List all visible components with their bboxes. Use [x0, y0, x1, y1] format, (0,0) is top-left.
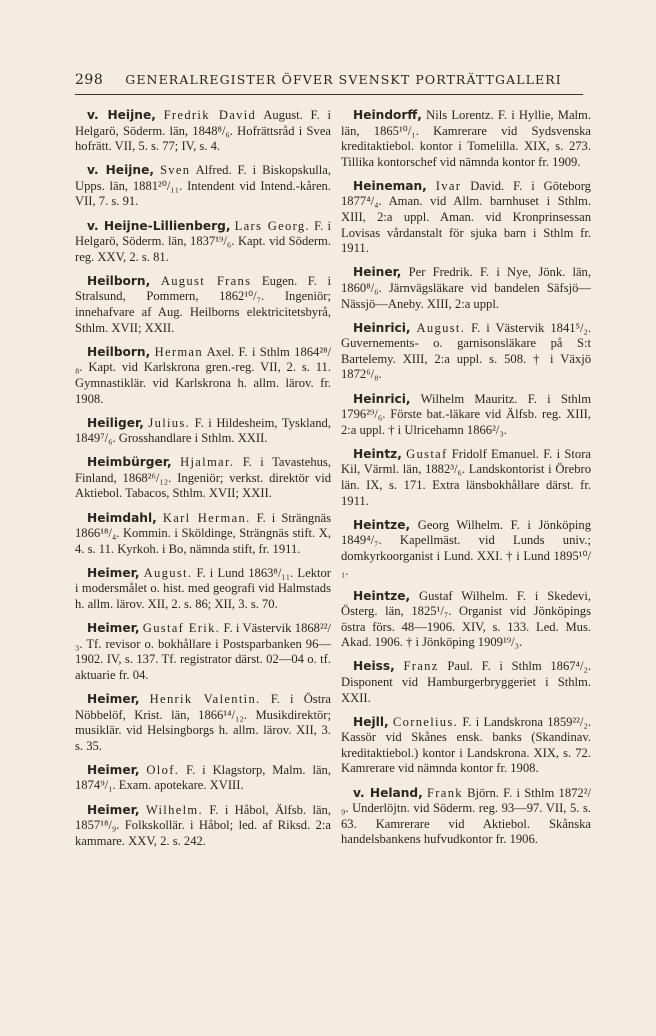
entry-surname: Heimer,	[87, 565, 140, 580]
entry-text: F. i Västervik 1841⁵/₂. Guvernements- o. garnisonsläkare på S:t Bartelemy. XIII, 2:a uppl. s. 508. † i Växjö 1872⁶/₈.	[341, 320, 591, 382]
register-entry	[75, 219, 331, 266]
entry-surname: Heimbürger,	[87, 455, 172, 470]
entry-surname: Heimdahl,	[87, 510, 157, 525]
register-entry	[341, 108, 591, 170]
entry-surname: Heintze,	[353, 588, 411, 603]
entry-surname: Heimer,	[87, 802, 140, 817]
entry-given-names: Herman	[154, 344, 203, 359]
entry-surname: v. Heijne,	[87, 108, 156, 122]
entry-given-names: Hjalmar.	[180, 455, 235, 470]
entry-surname: Heimer,	[87, 692, 140, 706]
register-entry	[75, 163, 331, 210]
entry-text: August. F. i Helgarö, Söderm. län, 1848⁸/₆. Hofrättsråd i Svea hofrätt. VII, 5. s. 77; IV, s. 4.	[75, 108, 331, 154]
register-entry	[75, 566, 331, 613]
entry-surname: Heineman,	[353, 178, 427, 193]
entry-given-names: Wilhelm.	[145, 802, 203, 817]
register-entry	[341, 321, 591, 383]
register-entry	[75, 803, 331, 850]
entry-surname: Heimer,	[87, 762, 140, 777]
entry-given-names: Gustaf	[406, 446, 448, 461]
entry-surname: Heiliger,	[87, 415, 144, 430]
entry-surname: Heintz,	[353, 446, 402, 461]
running-header	[75, 72, 583, 88]
register-entry	[341, 447, 591, 509]
entry-surname: Heintze,	[353, 517, 411, 532]
entry-given-names: August.	[143, 565, 193, 580]
entry-text: F. i Östra Nöbbelöf, Krist. län, 1866¹⁴/₁₂. Musikdirektör; musiklär. vid Helsingborgs h. allm. lärov. XII, 3. s. 35.	[75, 692, 331, 753]
register-entry	[341, 715, 591, 777]
entry-surname: v. Heland,	[353, 785, 423, 800]
entry-text: F. i Tavastehus, Finland, 1868²⁶/₁₂. Ingeniör; verkst. direktör vid Aktiebol. Tabacos, Sthlm. XVII; XXII.	[75, 455, 331, 501]
entry-text: F. i Helgarö, Söderm. län, 1837¹⁹/₆. Kapt. vid Söderm. reg. XXV, 2. s. 81.	[75, 218, 331, 264]
header-rule	[75, 94, 583, 95]
entry-surname: Heindorff,	[353, 108, 422, 122]
entry-text: Alfred. F. i Biskopskulla, Upps. län, 1881²⁰/₁₁. Intendent vid Intend.-kåren. VII, 7. s. 91.	[75, 163, 331, 209]
register-entry	[341, 589, 591, 651]
entry-text: Georg Wilhelm. F. i Jönköping 1849⁴/₇. Kapellmäst. vid Lunds univ.; domkyrkoorganist i Lund. XXI. † i Lund 1895¹⁰/₁.	[341, 517, 591, 579]
register-entry	[341, 392, 591, 439]
entry-given-names: August.	[416, 320, 466, 335]
register-entry	[341, 659, 591, 706]
entry-text: Nils Lorentz. F. i Hyllie, Malm. län, 1865¹⁰/₁. Kamrerare vid Sydsvenska kreditaktiebol. kontor i Tomelilla. XIX, s. 273. Tillika kontorschef vid nämnda kontor fr. 1909.	[341, 108, 591, 169]
entry-text: Eugen. F. i Stralsund, Pommern, 1862¹⁰/₇. Ingeniör; innehafvare af Aug. Heilborns elektricitetsbyrå, Sthlm. XVII; XXII.	[75, 273, 331, 335]
entry-text: F. i Håbol, Älfsb. län, 1857¹⁸/₉. Folkskollär. i Håbol; led. af Riksd. 2:a kammare. XXV, 2. s. 242.	[75, 802, 331, 848]
entry-surname: Hejll,	[353, 714, 389, 729]
entry-surname: Heimer,	[87, 621, 140, 636]
entry-given-names: Sven	[159, 163, 191, 178]
register-entry	[341, 786, 591, 848]
entry-given-names: Ivar	[435, 178, 462, 193]
entry-given-names: Karl Herman.	[162, 510, 251, 525]
page-number: 298	[75, 72, 104, 88]
entry-text: F. i Lund 1863⁸/₁₁. Lektor i modersmålet o. hist. med geografi vid Halmstads h. allm. lärov. XII, 2. s. 86; XII, 3. s. 70.	[75, 565, 331, 612]
entry-given-names: August Frans	[160, 273, 252, 288]
entry-given-names: Henrik Valentin.	[149, 692, 261, 706]
entry-surname: Heiner,	[353, 265, 402, 280]
entry-surname: Heilborn,	[87, 344, 151, 359]
left-column	[75, 108, 331, 858]
entry-text: F. i Landskrona 1859²²/₂. Kassör vid Skånes ensk. banks (Skandinav. kreditaktiebol.) kontor i Landskrona. XIX, s. 72. Kamrerare vid nämnda kontor fr. 1908.	[341, 714, 592, 776]
entry-given-names: Gustaf Erik.	[142, 621, 221, 636]
right-column	[341, 108, 591, 856]
entry-text: Fridolf Emanuel. F. i Stora Kil, Värml. län, 1882³/₆. Landskontorist i Örebro län. IX, s. 171. Extra länsbokhållare därst. fr. 1911.	[341, 446, 591, 508]
entry-text: Gustaf Wilhelm. F. i Skedevi, Österg. län, 1825¹/₇. Organist vid Jönköpings östra förs. 48—1906. XIV, s. 133. Led. Mus. Akad. 1906. † i Jönköping 1909¹⁹/₃.	[341, 588, 591, 650]
entry-text: F. i Klagstorp, Malm. län, 1874⁹/₁. Exam. apotekare. XVIII.	[75, 762, 331, 793]
entry-given-names: Julius.	[148, 415, 191, 430]
entry-given-names: Franz	[403, 659, 439, 674]
entry-given-names: Fredrik David	[163, 108, 257, 122]
entry-given-names: Olof.	[146, 762, 180, 777]
entry-surname: v. Heijne,	[87, 163, 155, 178]
entry-text: F. i Hildesheim, Tyskland, 1849⁷/₆. Grosshandlare i Sthlm. XXII.	[75, 415, 331, 446]
entry-text: Wilhelm Mauritz. F. i Sthlm 1796²⁹/₆. Förste bat.-läkare vid Älfsb. reg. XIII, 2:a uppl. † i Ulricehamn 1866²/₃.	[341, 391, 591, 437]
register-entry	[75, 621, 331, 683]
register-entry	[75, 511, 331, 558]
register-entry	[75, 345, 331, 407]
entry-surname: Heinrici,	[353, 320, 411, 335]
entry-surname: Heiss,	[353, 659, 395, 674]
entry-given-names: Lars Georg.	[234, 218, 310, 233]
register-entry	[75, 416, 331, 447]
register-entry	[341, 518, 591, 580]
register-entry	[75, 692, 331, 754]
entry-text: Paul. F. i Sthlm 1867⁴/₂. Disponent vid Hamburgerbryggeriet i Sthlm. XXII.	[341, 659, 591, 705]
entry-surname: v. Heijne-Lillienberg,	[87, 218, 231, 233]
register-entry	[341, 179, 591, 257]
entry-surname: Heinrici,	[353, 391, 411, 406]
entry-text: David. F. i Göteborg 1877⁴/₄. Aman. vid Allm. barnhuset i Sthlm. XIII, 2:a uppl. Aman. vid Kronprinsessan Lovisas vårdanstalt för sjuka barn i Sthlm fr. 1911.	[341, 178, 591, 256]
entry-text: Per Fredrik. F. i Nye, Jönk. län, 1860⁸/₆. Järnvägsläkare vid bandelen Säfsjö—Nässjö—Aneby. XIII, 2:a uppl.	[341, 265, 591, 311]
entry-text: Björn. F. i Sthlm 1872²/₉. Underlöjtn. vid Söderm. reg. 93—97. VII, 5. s. 63. Kamrerare vid Aktiebol. Skånska handelsbankens hufvudkontor fr. 1906.	[341, 785, 591, 847]
entry-text: F. i Strängnäs 1866¹⁸/₄. Kommin. i Sköldinge, Strängnäs stift. X, 4. s. 11. Kyrkoh. i Bo, nämnda stift, fr. 1911.	[75, 510, 331, 556]
entry-given-names: Cornelius.	[392, 714, 459, 729]
entry-text: Axel. F. i Sthlm 1864²⁸/₈. Kapt. vid Karlskrona gren.-reg. VII, 2. s. 11. Gymnastiklär. vid Karlskrona h. allm. lärov. fr. 1908.	[75, 344, 331, 406]
entry-given-names: Frank	[427, 785, 463, 800]
register-entry	[75, 108, 331, 155]
entry-surname: Heilborn,	[87, 273, 151, 288]
register-entry	[75, 274, 331, 336]
register-entry	[341, 265, 591, 312]
register-entry	[75, 763, 331, 794]
register-entry	[75, 455, 331, 502]
entry-text: F. i Västervik 1868²²/₃. Tf. revisor o. bokhållare i Postsparbanken 96—1902. IV, s. 137. Tf. registrator därst. 02—04 o. tf. aktuarie fr. 04.	[75, 621, 332, 682]
running-title: GENERALREGISTER ÖFVER SVENSKT PORTRÄTTGALLERI	[125, 72, 562, 87]
